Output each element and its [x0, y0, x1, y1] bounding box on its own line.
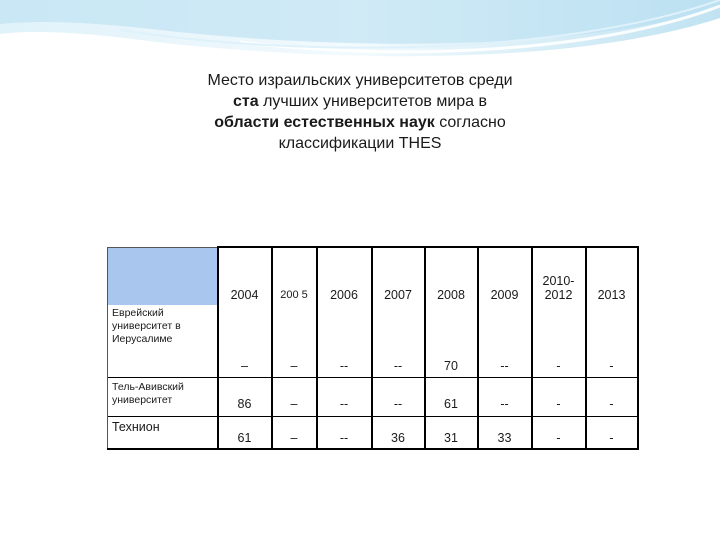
slide-title [170, 70, 550, 154]
year-header: 2013 [586, 247, 638, 305]
rank-cell: – [218, 305, 272, 378]
rank-cell: 33 [478, 417, 532, 450]
rank-cell: – [272, 417, 317, 450]
table-row [108, 378, 638, 417]
rank-cell: - [532, 305, 586, 378]
rank-cell: 36 [372, 417, 425, 450]
rank-cell: -- [317, 378, 372, 417]
university-name: Технион [108, 417, 218, 450]
rank-cell: 61 [425, 378, 478, 417]
rank-cell: - [586, 305, 638, 378]
table-row [108, 305, 638, 378]
rank-cell: – [272, 305, 317, 378]
rank-cell: 61 [218, 417, 272, 450]
rank-cell: -- [372, 378, 425, 417]
rank-cell: -- [317, 305, 372, 378]
title-line-4: классификации THES [278, 135, 442, 152]
table-header-row [108, 247, 638, 305]
rank-cell: - [532, 417, 586, 450]
rankings-table [107, 246, 639, 450]
rank-cell: - [532, 378, 586, 417]
year-header: 2007 [372, 247, 425, 305]
title-line-1: Место израильских университетов среди [207, 72, 513, 89]
year-header: 2009 [478, 247, 532, 305]
rank-cell: -- [372, 305, 425, 378]
rank-cell: 86 [218, 378, 272, 417]
rank-cell: 31 [425, 417, 478, 450]
year-header: 2004 [218, 247, 272, 305]
year-header: 2010-2012 [532, 247, 586, 305]
rank-cell: – [272, 378, 317, 417]
header-corner-cell [108, 247, 218, 305]
title-line-3: области естественных наук согласно [214, 114, 506, 131]
rank-cell: -- [478, 378, 532, 417]
rank-cell: - [586, 378, 638, 417]
table-row [108, 417, 638, 450]
title-line-2: ста лучших университетов мира в [233, 93, 487, 110]
year-header: 2008 [425, 247, 478, 305]
rank-cell: -- [317, 417, 372, 450]
year-header: 2006 [317, 247, 372, 305]
university-name: Еврейский университет в Иерусалиме [108, 305, 218, 378]
university-name: Тель-Авивский университет [108, 378, 218, 417]
rank-cell: 70 [425, 305, 478, 378]
year-header: 200 5 [272, 247, 317, 305]
rank-cell: - [586, 417, 638, 450]
rank-cell: -- [478, 305, 532, 378]
